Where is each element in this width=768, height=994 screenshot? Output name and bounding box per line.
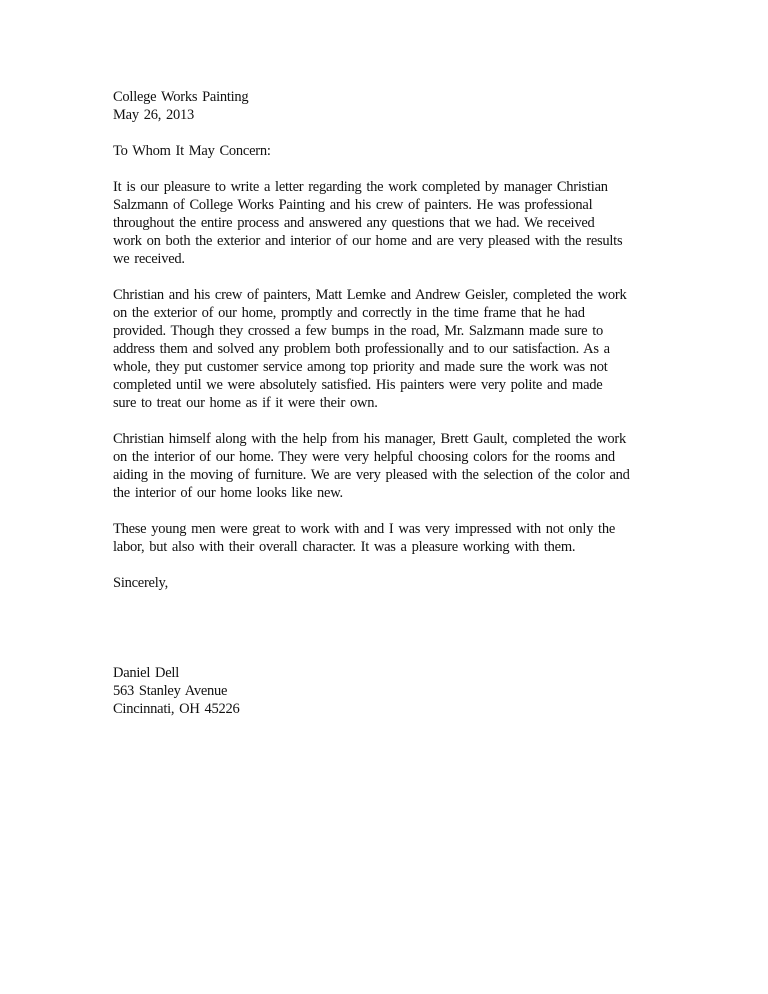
spacer: [113, 412, 658, 430]
salutation: To Whom It May Concern:: [113, 143, 271, 159]
paragraph-line: aiding in the moving of furniture. We are very pleased with the selection of the color and: [113, 467, 630, 483]
company-name: College Works Painting: [113, 89, 249, 105]
paragraph-line: provided. Though they crossed a few bumps in the road, Mr. Salzmann made sure to: [113, 323, 603, 339]
paragraph-line: on the exterior of our home, promptly and correctly in the time frame that he had: [113, 305, 585, 321]
paragraph-1: [113, 178, 658, 268]
letter-body: [113, 88, 658, 718]
signer-name: Daniel Dell: [113, 665, 179, 681]
spacer: [113, 556, 658, 574]
paragraph-line: work on both the exterior and interior of our home and are very pleased with the results: [113, 233, 623, 249]
signer-city: Cincinnati, OH 45226: [113, 701, 240, 717]
spacer: [113, 502, 658, 520]
paragraph-2: [113, 286, 658, 412]
paragraph-4: [113, 520, 658, 556]
paragraph-line: Salzmann of College Works Painting and his crew of painters. He was professional: [113, 197, 593, 213]
paragraph-line: labor, but also with their overall character. It was a pleasure working with them.: [113, 539, 576, 555]
closing: Sincerely,: [113, 575, 168, 591]
paragraph-line: It is our pleasure to write a letter regarding the work completed by manager Christian: [113, 179, 608, 195]
spacer: [113, 160, 658, 178]
paragraph-line: sure to treat our home as if it were their own.: [113, 395, 378, 411]
paragraph-line: we received.: [113, 251, 185, 267]
paragraph-line: Christian himself along with the help from his manager, Brett Gault, completed the work: [113, 431, 627, 447]
signature-block: [113, 664, 658, 718]
signer-street: 563 Stanley Avenue: [113, 683, 228, 699]
paragraph-line: the interior of our home looks like new.: [113, 485, 343, 501]
paragraph-3: [113, 430, 658, 502]
paragraph-line: completed until we were absolutely satisfied. His painters were very polite and made: [113, 377, 603, 393]
paragraph-line: Christian and his crew of painters, Matt Lemke and Andrew Geisler, completed the work: [113, 287, 627, 303]
letter-date: May 26, 2013: [113, 107, 194, 123]
paragraph-line: address them and solved any problem both professionally and to our satisfaction. As a: [113, 341, 610, 357]
spacer: [113, 268, 658, 286]
paragraph-line: These young men were great to work with and I was very impressed with not only the: [113, 521, 616, 537]
signature-space: [113, 592, 658, 664]
paragraph-line: throughout the entire process and answered any questions that we had. We received: [113, 215, 595, 231]
paragraph-line: on the interior of our home. They were very helpful choosing colors for the rooms and: [113, 449, 615, 465]
paragraph-line: whole, they put customer service among top priority and made sure the work was not: [113, 359, 608, 375]
spacer: [113, 124, 658, 142]
